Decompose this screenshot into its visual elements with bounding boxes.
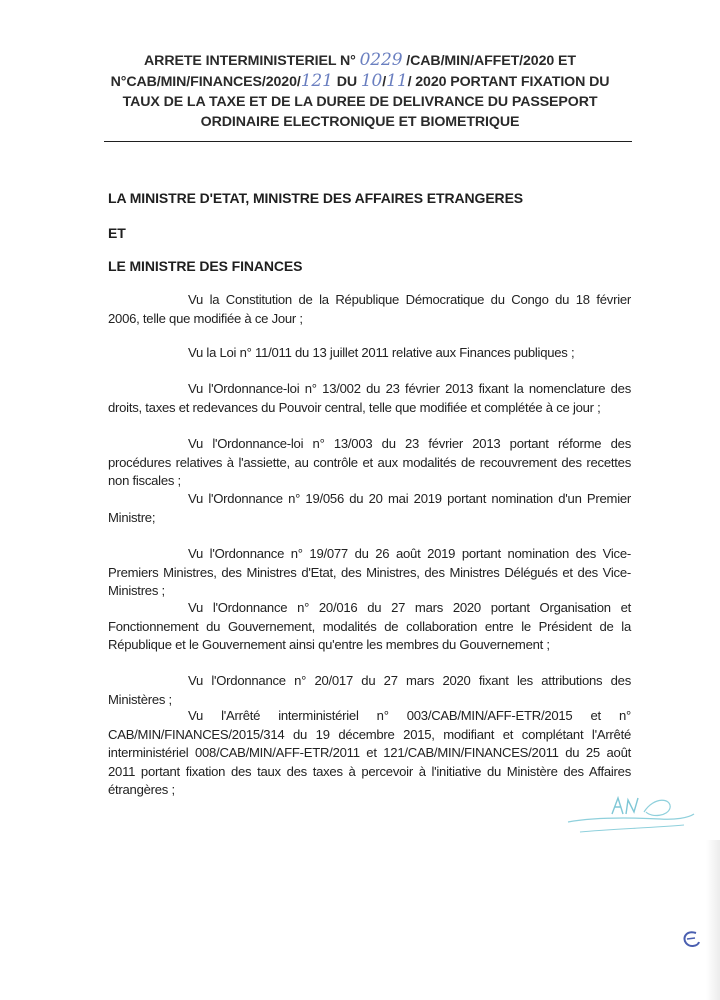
title-text: / 2020 PORTANT FIXATION DU [407, 74, 610, 90]
consideration-ordonnance-loi-13-002 [108, 380, 631, 417]
title-underline [104, 141, 632, 142]
initials-signature [560, 792, 700, 838]
paragraph-text: Vu l'Ordonnance n° 19/056 du 20 mai 2019 portant nomination d'un Premier Ministre; [108, 491, 631, 525]
paragraph-text: Vu l'Arrêté interministériel n° 003/CAB/MIN/AFF-ETR/2015 et n° CAB/MIN/FINANCES/2015/314 du 19 décembre 2015, modifiant et complétant l'Arrêté interministériel 008/CAB/MIN/AFF-ETR/2011 et 121/CAB/MIN/FINANCES/2011 du 25 août 2011 portant fixation des taux des taxes à percevoir à l'initiative du Ministère des Affaires étrangères ; [108, 708, 631, 797]
consideration-ordonnance-19-077 [108, 545, 631, 601]
title-line-1 [88, 50, 632, 71]
paragraph-text: Vu l'Ordonnance n° 19/077 du 26 août 2019 portant nomination des Vice-Premiers Ministres, des Ministres d'Etat, des Ministres, des Ministres Délégués et des Vice-Ministres ; [108, 546, 631, 598]
paragraph-text: Vu l'Ordonnance n° 20/017 du 27 mars 2020 fixant les attributions des Ministères ; [108, 673, 631, 707]
consideration-ordonnance-loi-13-003 [108, 435, 631, 491]
heading-finance-minister: LE MINISTRE DES FINANCES [108, 258, 303, 274]
paragraph-text: Vu l'Ordonnance-loi n° 13/002 du 23 février 2013 fixant la nomenclature des droits, taxes et redevances du Pouvoir central, telle que modifiée et complétée à ce jour ; [108, 381, 631, 415]
title-text: / [382, 74, 387, 90]
document-title [88, 50, 632, 132]
consideration-arrete-interministeriel [108, 707, 631, 800]
title-text: DU [332, 74, 357, 90]
consideration-ordonnance-20-017 [108, 672, 631, 709]
handwritten-number: 0229 [359, 50, 403, 70]
paragraph-text: Vu la Loi n° 11/011 du 13 juillet 2011 relative aux Finances publiques ; [188, 345, 575, 360]
consideration-loi-finances [108, 344, 631, 363]
title-text: /CAB/MIN/AFFET/2020 ET [406, 53, 576, 69]
consideration-constitution [108, 291, 631, 328]
paragraph-text: Vu la Constitution de la République Démocratique du Congo du 18 février 2006, telle que modifiée à ce Jour ; [108, 292, 631, 326]
title-line-3: TAUX DE LA TAXE ET DE LA DUREE DE DELIVRANCE DU PASSEPORT [122, 94, 598, 110]
paragraph-text: Vu l'Ordonnance n° 20/016 du 27 mars 2020 portant Organisation et Fonctionnement du Gouvernement, modalités de collaboration entre le Président de la République et le Gouvernement ainsi qu'entre les membres du Gouvernement ; [108, 600, 631, 652]
handwritten-day: 10 [360, 71, 383, 91]
heading-et: ET [108, 225, 126, 241]
paragraph-text: Vu l'Ordonnance-loi n° 13/003 du 23 février 2013 portant réforme des procédures relatives à l'assiette, au contrôle et aux modalités de recouvrement des recettes non fiscales ; [108, 436, 631, 488]
heading-foreign-minister: LA MINISTRE D'ETAT, MINISTRE DES AFFAIRES ETRANGERES [108, 190, 524, 206]
consideration-ordonnance-20-016 [108, 599, 631, 655]
page-edge-shadow [706, 840, 720, 1000]
title-line-2 [88, 71, 632, 92]
title-text: N°CAB/MIN/FINANCES/2020/ [110, 74, 301, 90]
title-line-4: ORDINAIRE ELECTRONIQUE ET BIOMETRIQUE [200, 114, 520, 130]
consideration-ordonnance-19-056 [108, 490, 631, 527]
handwritten-month: 11 [386, 71, 408, 91]
handwritten-number: 121 [300, 71, 333, 91]
handwritten-mark [678, 928, 704, 952]
title-text: ARRETE INTERMINISTERIEL N° [144, 53, 356, 69]
